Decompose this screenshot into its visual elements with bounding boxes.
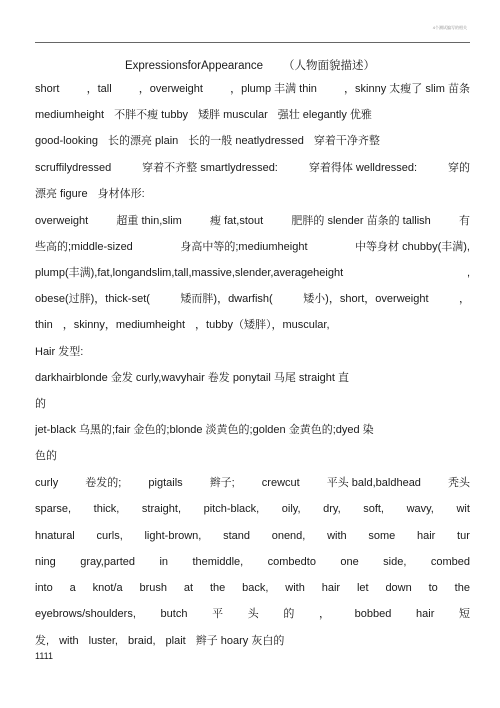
text-segment: ，skinny 太瘦了 slim 苗条 <box>344 83 470 95</box>
text-segment: combed <box>430 556 470 568</box>
text-line <box>35 214 470 228</box>
text-segment: jet-black 乌黑的;fair 金色的;blonde 淡黄色的;golden 金黄色的;dyed 染 <box>35 424 374 436</box>
text-segment: 长的漂亮 plain <box>108 135 179 147</box>
text-segment: the <box>209 582 226 594</box>
text-segment: ning <box>35 556 56 568</box>
text-segment: 些高的;middle-sized <box>35 241 133 253</box>
text-segment: hair <box>416 530 436 542</box>
text-segment: side, <box>383 556 407 568</box>
text-segment: , <box>466 267 470 279</box>
text-segment: crewcut <box>261 477 300 489</box>
text-segment: back, <box>242 582 269 594</box>
text-segment: overweight <box>35 215 89 227</box>
text-segment: some <box>368 530 396 542</box>
text-line <box>35 555 470 569</box>
text-segment: 平 <box>212 608 224 620</box>
page-title <box>0 57 500 73</box>
text-segment: short <box>35 83 60 95</box>
text-segment: 穿着得体 welldressed: <box>308 162 418 174</box>
text-segment: 头 <box>247 608 259 620</box>
text-segment: tur <box>457 530 470 542</box>
text-segment: one <box>340 556 359 568</box>
text-segment: thin <box>35 319 53 331</box>
text-segment: 秃头 <box>447 477 470 489</box>
text-line <box>35 318 470 332</box>
text-segment: into <box>35 582 53 594</box>
text-segment: hair <box>416 608 435 620</box>
title-chinese: （人物面貌描述） <box>283 60 376 72</box>
text-segment: 穿的 <box>447 162 470 174</box>
text-segment: combedto <box>267 556 316 568</box>
text-line <box>35 423 470 437</box>
text-segment: 矮小)，short，overweight <box>303 293 429 305</box>
text-segment: ，skinny，mediumheight <box>62 319 186 331</box>
header-note: 4个测试编写的相关 <box>432 25 467 30</box>
text-segment: 身材体形: <box>97 188 145 200</box>
text-segment: 矮而胖)，dwarfish( <box>180 293 273 305</box>
text-line <box>35 476 470 490</box>
text-segment: ，tall <box>86 83 112 95</box>
text-line <box>35 607 470 621</box>
text-line <box>35 371 470 385</box>
text-segment: ， <box>459 293 470 305</box>
text-segment: 长的一般 neatlydressed <box>188 135 304 147</box>
text-segment: wit <box>456 503 470 515</box>
text-segment: obese(过胖)，thick-set( <box>35 293 150 305</box>
text-segment: dry, <box>323 503 341 515</box>
text-segment: with <box>59 635 79 647</box>
text-segment: to <box>428 582 438 594</box>
text-segment: with <box>327 530 347 542</box>
text-segment: Hair 发型: <box>35 346 84 358</box>
text-line <box>35 449 470 463</box>
text-segment: knot/a <box>92 582 123 594</box>
header-rule <box>35 42 470 43</box>
text-segment: hnatural <box>35 530 75 542</box>
text-segment: ， <box>319 608 331 620</box>
text-line <box>35 161 470 175</box>
text-segment: 漂亮 figure <box>35 188 88 200</box>
text-segment: wavy, <box>406 503 434 515</box>
text-segment: with <box>285 582 305 594</box>
text-segment: scruffilydressed <box>35 162 112 174</box>
text-segment: 平头 bald,baldhead <box>326 477 421 489</box>
text-segment: ，plump 丰满 thin <box>230 83 317 95</box>
text-segment: 瘦 fat,stout <box>210 215 264 227</box>
text-segment: down <box>385 582 412 594</box>
text-segment: sparse, <box>35 503 72 515</box>
text-line <box>35 397 470 411</box>
text-segment: 的 <box>283 608 295 620</box>
text-segment: 卷发的; <box>85 477 122 489</box>
text-segment: pigtails <box>148 477 183 489</box>
text-segment: curls, <box>96 530 123 542</box>
text-segment: 穿着干净齐整 <box>313 135 380 147</box>
text-line <box>35 240 470 254</box>
text-segment: plump(丰满),fat,longandslim,tall,massive,slender,averageheight <box>35 267 344 279</box>
title-english: ExpressionsforAppearance <box>124 60 264 72</box>
text-line <box>35 292 470 306</box>
text-segment: darkhairblonde 金发 curly,wavyhair 卷发 ponytail 马尾 straight 直 <box>35 372 350 384</box>
text-segment: light-brown, <box>144 530 202 542</box>
text-segment: 不胖不瘦 tubby <box>114 109 189 121</box>
text-segment: ，tubby（矮胖），muscular, <box>195 319 330 331</box>
text-segment: brush <box>139 582 167 594</box>
text-segment: good-looking <box>35 135 98 147</box>
text-segment: stand <box>223 530 250 542</box>
text-segment: 超重 thin,slim <box>116 215 182 227</box>
text-segment: 身高中等的;mediumheight <box>180 241 308 253</box>
text-line <box>35 529 470 543</box>
text-segment: thick, <box>93 503 120 515</box>
text-line <box>35 187 470 201</box>
text-segment: pitch-black, <box>203 503 260 515</box>
text-line <box>35 502 470 516</box>
text-segment: 中等身材 chubby(丰满), <box>355 241 470 253</box>
text-line <box>35 581 470 595</box>
text-segment: 穿着不齐整 smartlydressed: <box>142 162 278 174</box>
text-segment: hair <box>321 582 341 594</box>
text-segment: 的 <box>35 398 46 410</box>
text-segment: 辫子; <box>209 477 235 489</box>
text-segment: eyebrows/shoulders, <box>35 608 136 620</box>
text-segment: soft, <box>363 503 384 515</box>
text-segment: let <box>356 582 369 594</box>
text-segment: ，overweight <box>138 83 203 95</box>
text-line <box>35 134 470 148</box>
text-segment: gray,parted <box>80 556 136 568</box>
text-segment: bobbed <box>354 608 392 620</box>
text-segment: 肥胖的 slender 苗条的 tallish <box>291 215 431 227</box>
text-segment: 强壮 elegantly 优雅 <box>277 109 372 121</box>
text-line <box>35 108 470 122</box>
text-segment: curly <box>35 477 59 489</box>
text-line <box>35 82 470 96</box>
text-segment: in <box>159 556 169 568</box>
text-segment: luster, <box>88 635 118 647</box>
text-segment: a <box>69 582 76 594</box>
text-segment: plait <box>165 635 186 647</box>
text-segment: onend, <box>271 530 306 542</box>
text-segment: straight, <box>141 503 182 515</box>
text-segment: 色的 <box>35 450 57 462</box>
text-segment: 发, <box>35 635 50 647</box>
text-segment: at <box>183 582 194 594</box>
text-line <box>35 634 470 648</box>
text-segment: mediumheight <box>35 109 105 121</box>
text-segment: 辫子 hoary 灰白的 <box>195 635 285 647</box>
text-line <box>35 345 470 359</box>
text-segment: 矮胖 muscular <box>198 109 268 121</box>
text-segment: themiddle, <box>192 556 244 568</box>
text-segment: the <box>454 582 470 594</box>
text-segment: oily, <box>281 503 301 515</box>
text-line <box>35 266 470 280</box>
text-segment: 有 <box>459 215 470 227</box>
text-segment: braid, <box>127 635 156 647</box>
text-segment: 短 <box>459 608 470 620</box>
text-segment: butch <box>160 608 188 620</box>
page-number: 1111 <box>35 651 54 661</box>
